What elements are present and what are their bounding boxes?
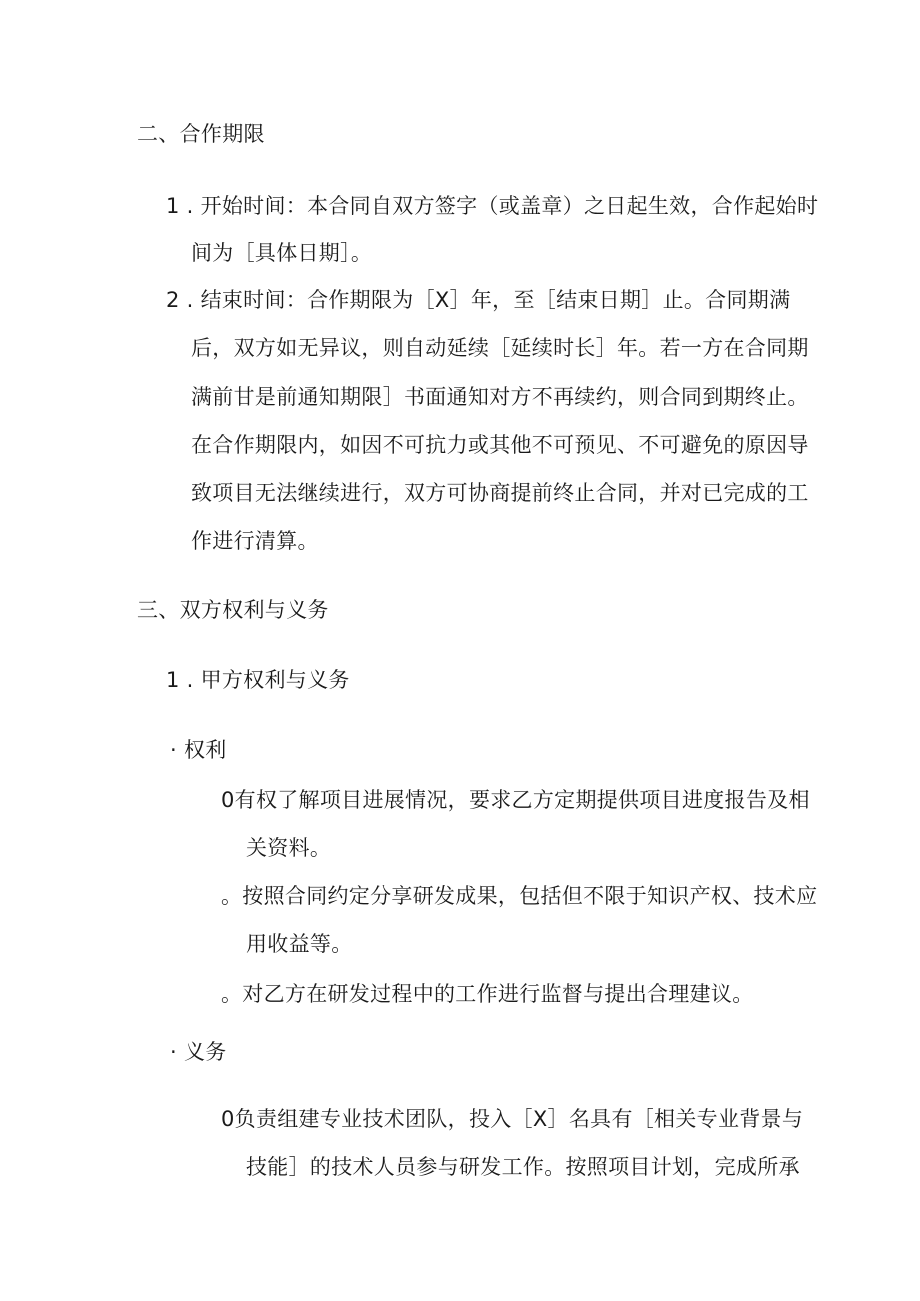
rights-label: · 权利	[170, 738, 227, 762]
paragraph-line: 。对乙方在研发过程中的工作进行监督与提出合理建议。	[221, 982, 754, 1006]
paragraph-line: 0负责组建专业技术团队，投入［X］名具有［相关专业背景与	[221, 1107, 804, 1131]
paragraph-line: 。按照合同约定分享研发成果，包括但不限于知识产权、技术应	[221, 884, 818, 908]
section-heading-term: 二、合作期限	[137, 122, 265, 146]
paragraph-line: 在合作期限内，如因不可抗力或其他不可预见、不可避免的原因导	[191, 433, 809, 457]
paragraph-line: 后，双方如无异议，则自动延续［延续时长］年。若一方在合同期	[191, 336, 809, 360]
paragraph-line: 满前甘是前通知期限］书面通知对方不再续约，则合同到期终止。	[191, 385, 809, 409]
paragraph-line: 用收益等。	[246, 932, 353, 956]
section-heading-rights-duties: 三、双方权利与义务	[137, 598, 329, 622]
paragraph-line: 致项目无法继续进行，双方可协商提前终止合同，并对已完成的工	[191, 481, 809, 505]
paragraph-line: 作进行清算。	[191, 529, 319, 553]
paragraph-line: 技能］的技术人员参与研发工作。按照项目计划，完成所承	[246, 1155, 800, 1179]
paragraph-line: 间为［具体日期］。	[191, 241, 373, 265]
paragraph-line: 1 . 开始时间：本合同自双方签字（或盖章）之日起生效，合作起始时	[166, 194, 819, 218]
paragraph-line: 0有权了解项目进展情况，要求乙方定期提供项目进度报告及相	[221, 788, 810, 812]
paragraph-line: 2 . 结束时间：合作期限为［X］年，至［结束日期］止。合同期满	[166, 288, 791, 312]
paragraph-line: 关资料。	[246, 836, 332, 860]
duties-label: · 义务	[170, 1040, 227, 1064]
subheading-party-a: 1 . 甲方权利与义务	[166, 668, 350, 692]
